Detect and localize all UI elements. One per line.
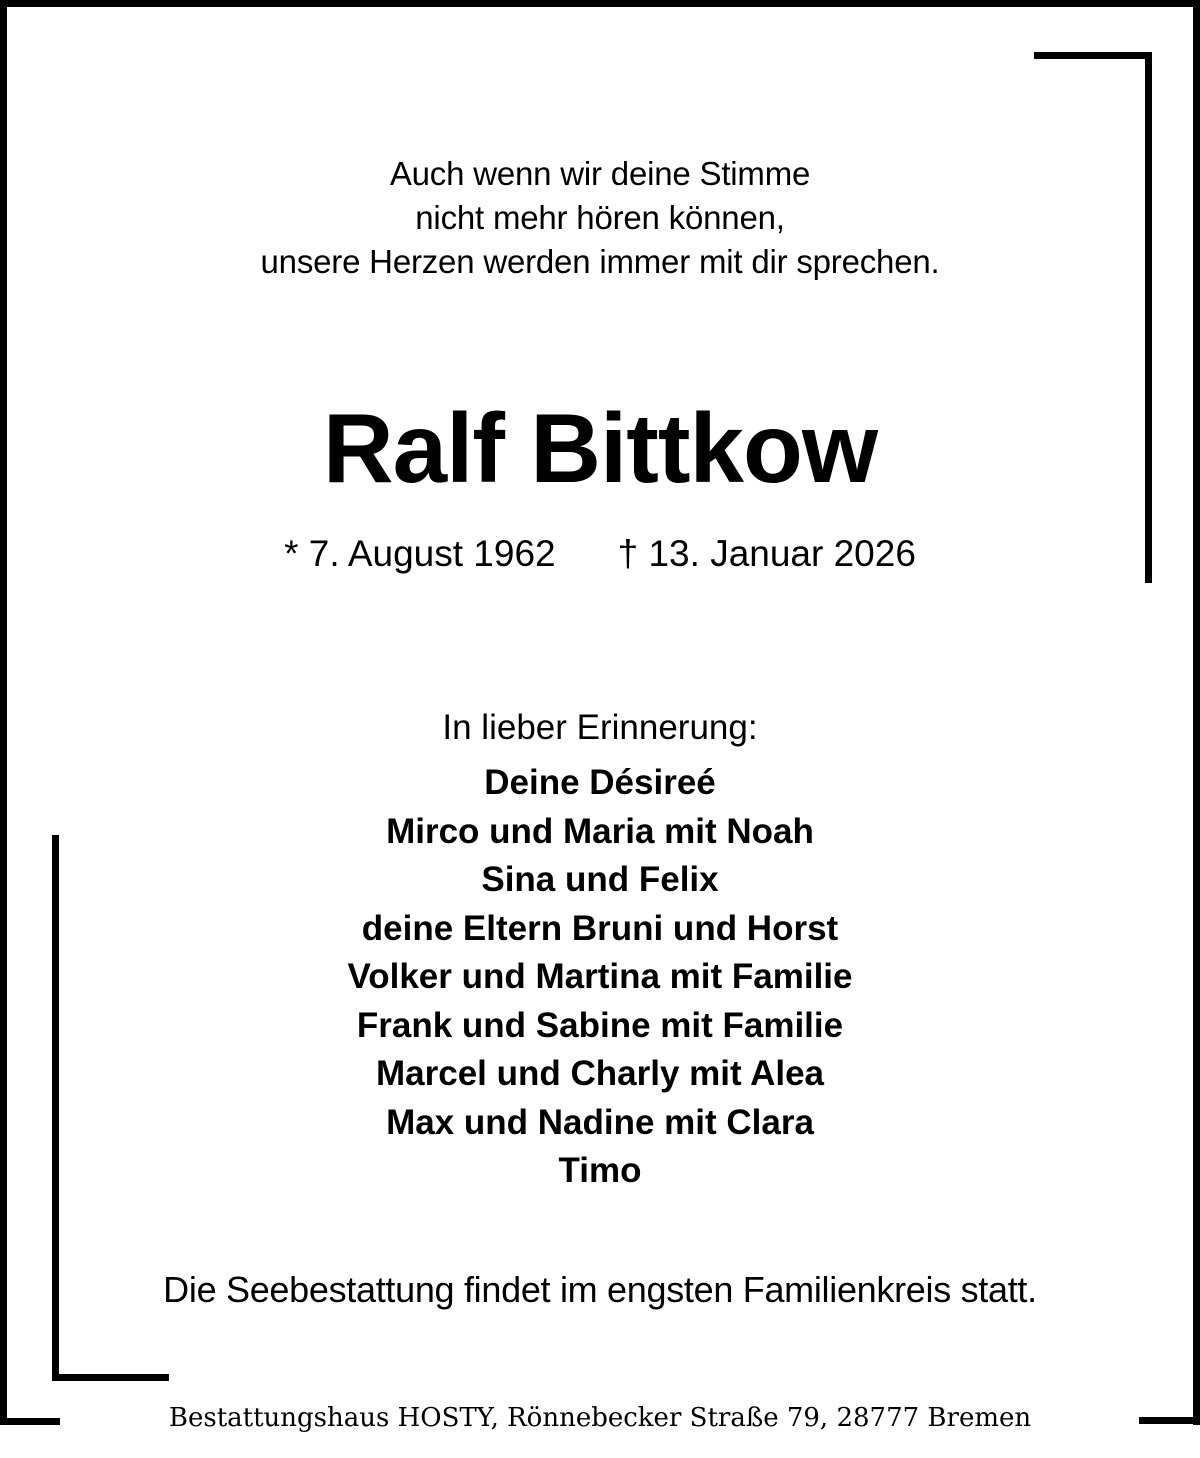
quote-line: Auch wenn wir deine Stimme — [389, 155, 811, 192]
mourners-list — [0, 759, 1200, 1196]
memorial-intro: In lieber Erinnerung: — [442, 708, 758, 747]
mourner-entry: Deine Désireé — [484, 763, 716, 802]
mourner-entry: Frank und Sabine mit Familie — [356, 1005, 844, 1045]
quote-line: unsere Herzen werden immer mit dir sprechen. — [260, 243, 940, 280]
life-dates — [0, 530, 1200, 578]
mourner-entry: Max und Nadine mit Clara — [386, 1102, 814, 1142]
birth-date: * 7. August 1962 — [284, 533, 556, 574]
deceased-name: Ralf Bittkow — [322, 393, 878, 503]
mourner-entry: Marcel und Charly mit Alea — [376, 1054, 824, 1093]
memorial-quote — [0, 152, 1200, 284]
funeral-home-footer: Bestattungshaus HOSTY, Rönnebecker Straße 79, 28777 Bremen — [168, 1403, 1032, 1433]
frame-top-border — [0, 0, 1200, 7]
mourner-entry: Mirco und Maria mit Noah — [386, 811, 814, 851]
top-right-bracket-horizontal — [1034, 52, 1152, 59]
mourner-entry: Volker und Martina mit Familie — [347, 957, 853, 996]
quote-line: nicht mehr hören können, — [415, 199, 785, 236]
mourner-entry: Timo — [558, 1151, 642, 1190]
mourner-entry: deine Eltern Bruni und Horst — [361, 908, 839, 948]
bottom-left-bracket-horizontal — [52, 1374, 169, 1381]
death-date: † 13. Januar 2026 — [617, 533, 916, 574]
mourner-entry: Sina und Felix — [481, 860, 719, 899]
funeral-notice: Die Seebestattung findet im engsten Familienkreis statt. — [163, 1269, 1037, 1310]
